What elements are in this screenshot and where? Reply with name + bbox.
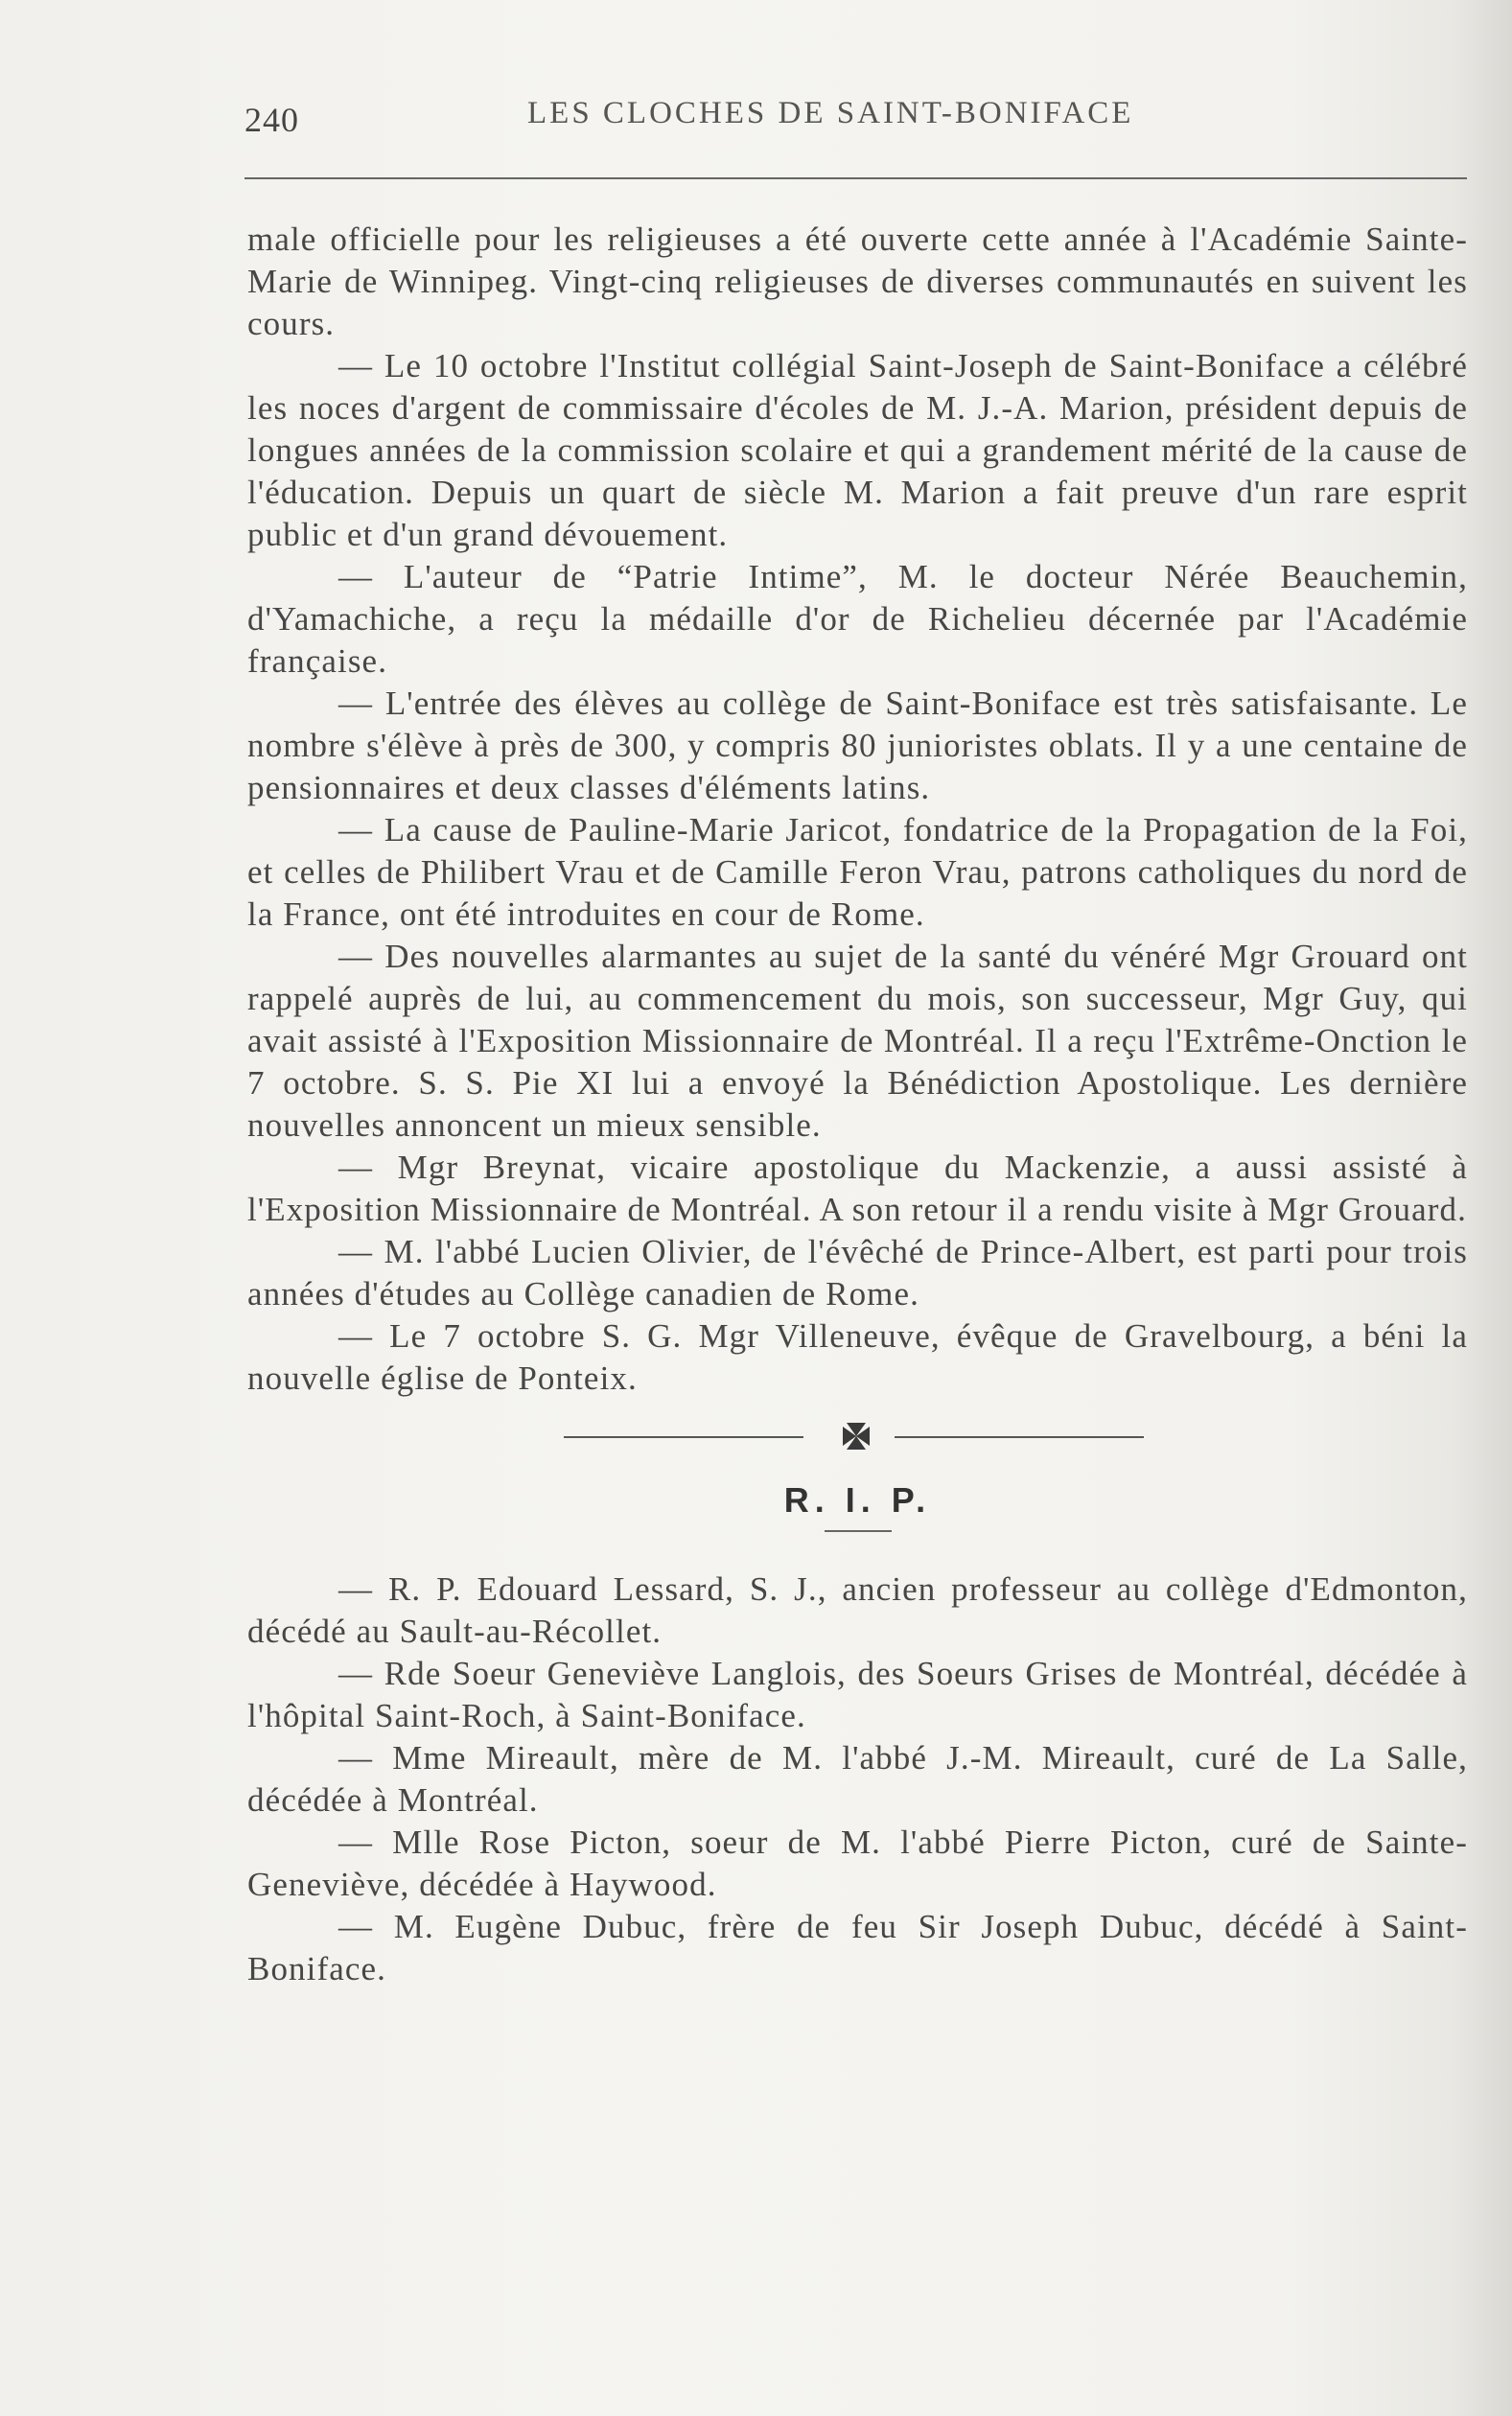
paragraph: — M. l'abbé Lucien Olivier, de l'évêché de Prince-Albert, est parti pour trois années d'études au Collège canadien de Rome. [247, 1233, 1468, 1313]
paragraph: — L'auteur de “Patrie Intime”, M. le docteur Nérée Beauchemin, d'Yamachiche, a reçu la médaille d'or de Richelieu décernée par l'Académie française. [247, 558, 1468, 680]
paragraph: — Le 7 octobre S. G. Mgr Villeneuve, évêque de Gravelbourg, a béni la nouvelle église de Ponteix. [247, 1317, 1468, 1397]
header-rule [244, 177, 1467, 179]
section-separator [247, 1409, 1468, 1467]
paragraph: — Le 10 octobre l'Institut collégial Saint-Joseph de Saint-Boniface a célébré les noces d'argent de commissaire d'écoles de M. J.-A. Marion, président depuis de longues années de la commission scolaire et qui a grandement mérité de la cause de l'éducation. Depuis un quart de siècle M. Marion a fait preuve d'un rare esprit public et d'un grand dévouement. [247, 347, 1468, 553]
paragraph: — L'entrée des élèves au collège de Saint-Boniface est très satisfaisante. Le nombre s'élève à près de 300, y compris 80 junioristes oblats. Il y a une centaine de pensionnaires et deux classes d'éléments latins. [247, 685, 1468, 806]
obituary-entry: — R. P. Edouard Lessard, S. J., ancien professeur au collège d'Edmonton, décédé au Sault-au-Récollet. [247, 1570, 1468, 1650]
obituary-entry: — Mme Mireault, mère de M. l'abbé J.-M. Mireault, curé de La Salle, décédée à Montréal. [247, 1739, 1468, 1819]
separator-line-left [564, 1436, 803, 1438]
body-text [247, 219, 1468, 1990]
rip-rule [825, 1530, 892, 1532]
obituary-entry: — Rde Soeur Geneviève Langlois, des Soeurs Grises de Montréal, décédée à l'hôpital Saint-Roch, à Saint-Boniface. [247, 1655, 1468, 1734]
running-title: LES CLOCHES DE SAINT-BONIFACE [527, 96, 1134, 130]
paragraph: — La cause de Pauline-Marie Jaricot, fondatrice de la Propagation de la Foi, et celles de Philibert Vrau et de Camille Feron Vrau, patrons catholiques du nord de la France, ont été introduites en cour de Rome. [247, 811, 1468, 933]
paragraph: — Mgr Breynat, vicaire apostolique du Mackenzie, a aussi assisté à l'Exposition Missionnaire de Montréal. A son retour il a rendu visite à Mgr Grouard. [247, 1149, 1468, 1228]
obituary-entry: — Mlle Rose Picton, soeur de M. l'abbé Pierre Picton, curé de Sainte-Geneviève, décédée à Haywood. [247, 1824, 1468, 1903]
page-number: 240 [244, 101, 299, 139]
separator-line-right [895, 1436, 1144, 1438]
maltese-cross-icon [839, 1419, 873, 1453]
page-header [244, 96, 1467, 144]
obituary-entry: — M. Eugène Dubuc, frère de feu Sir Joseph Dubuc, décédé à Saint-Boniface. [247, 1908, 1468, 1987]
paragraph: male officielle pour les religieuses a été ouverte cette année à l'Académie Sainte-Marie de Winnipeg. Vingt-cinq religieuses de diverses communautés en suivent les cours. [247, 221, 1468, 342]
paragraph: — Des nouvelles alarmantes au sujet de la santé du vénéré Mgr Grouard ont rappelé auprès de lui, au commencement du mois, son successeur, Mgr Guy, qui avait assisté à l'Exposition Missionnaire de Montréal. Il a reçu l'Extrême-Onction le 7 octobre. S. S. Pie XI lui a envoyé la Bénédiction Apostolique. Les dernière nouvelles annoncent un mieux sensible. [247, 938, 1468, 1144]
rip-heading: R. I. P. [783, 1480, 932, 1520]
